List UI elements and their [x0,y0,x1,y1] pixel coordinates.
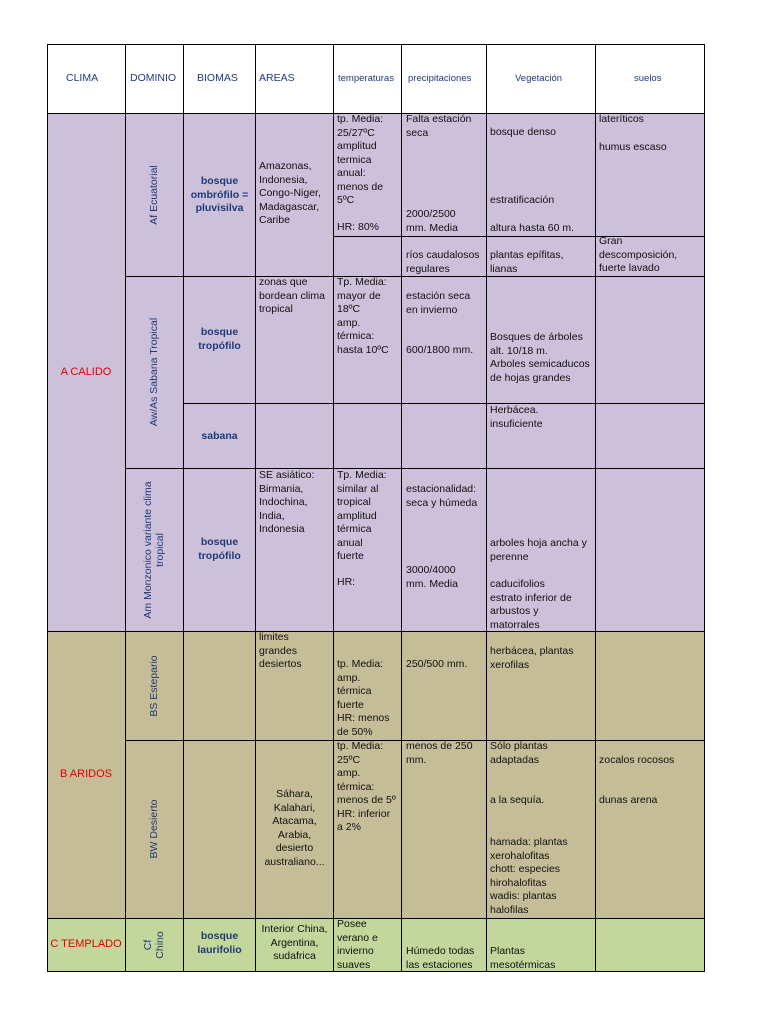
veg-sabana: Herbácea. insuficiente [490,404,543,430]
header-clima: CLIMA [66,72,99,84]
veg-bw-3: hamada: plantas xerohalofitas chott: especies hirohalofitas wadis: plantas halofilas [490,836,568,916]
dominio-af: Af Ecuatorial [148,165,160,225]
temp-am-hr: HR: [337,576,356,588]
veg-af-2: estratificación [490,194,555,206]
veg-bs: herbácea, plantas xerofilas [490,645,574,671]
temp-af-hr: HR: 80% [337,221,380,233]
areas-am: SE asiático: Birmania, Indochina, India, Indonesia [259,469,315,535]
temp-am: Tp. Media: similar al tropical amplitud térmica anual fuerte [337,469,387,562]
precip-af-bot: ríos caudalosos regulares [406,249,480,275]
suelos-af-3: Gran descomposición, fuerte lavado [599,235,678,274]
bioma-cf: bosque laurifolio [197,930,242,956]
clima-c-templado: C TEMPLADO [50,938,122,950]
suelos-bw-2: dunas arena [599,794,658,806]
veg-bw-1: Sólo plantas adaptadas [490,740,548,766]
veg-am-2: caducifolios estrato inferior de arbustos y matorrales [490,578,572,631]
areas-bw: Sáhara, Kalahari, Atacama, Arabia, desierto australiano... [264,788,325,868]
veg-aw: Bosques de árboles alt. 10/18 m. Arboles semicaducos de hojas grandes [490,331,590,384]
veg-af-3: altura hasta 60 m. [490,222,575,234]
temp-bw: tp. Media: 25ºC amp. térmica: menos de 5º HR: inferior a 2% [337,740,396,833]
bioma-af: bosque ombrófilo = pluvisilva [190,175,249,214]
areas-aw: zonas que bordean clima tropical [259,276,325,315]
veg-cf: Plantas mesotérmicas [490,945,556,971]
precip-cf: Húmedo todas las estaciones [406,945,475,971]
suelos-bw-1: zocalos rocosos [599,754,675,766]
precip-aw-1: estación seca en invierno [406,290,471,316]
veg-am-1: arboles hoja ancha y perenne [490,537,587,563]
veg-af-1: bosque denso [490,126,556,138]
header-biomas: BIOMAS [197,72,238,84]
precip-bs: 250/500 mm. [406,658,468,670]
suelos-af-1: lateríticos [599,113,644,125]
header-precipitaciones: precipitaciones [408,73,472,84]
clima-a-calido: A CALIDO [60,366,112,378]
header-vegetacion: Vegetación [515,73,563,84]
precip-bw: menos de 250 mm. [406,740,473,766]
bioma-sabana: sabana [201,430,238,442]
header-suelos: suelos [634,73,662,84]
bioma-am: bosque tropófilo [198,536,241,562]
bioma-aw: bosque tropófilo [198,326,241,352]
header-dominio: DOMINIO [130,72,177,84]
dominio-bs: BS Estepario [148,655,160,717]
precip-af-mid: 2000/2500 mm. Media [406,208,458,234]
temp-aw: Tp. Media: mayor de 18ºC amp. térmica: hasta 10ºC [337,276,389,356]
clima-b-aridos: B ARIDOS [60,768,112,780]
areas-bs: limites grandes desiertos [259,631,302,670]
dominio-aw: Aw/As Sabana Tropical [148,317,160,427]
areas-cf: Interior China, Argentina, sudafrica [261,923,328,962]
dominio-cf: Cf Chino [142,931,166,959]
suelos-af-2: humus escaso [599,141,667,153]
veg-af-4: plantas epífitas, lianas [490,249,564,275]
precip-am-2: 3000/4000 mm. Media [406,564,458,590]
temp-cf: Posee verano e invierno suaves [337,918,378,971]
areas-af: Amazonas, Indonesia, Congo-Niger, Madagascar, Caribe [259,160,321,226]
precip-aw-2: 600/1800 mm. [406,344,474,356]
veg-bw-2: a la sequía. [490,794,545,806]
header-temperaturas: temperaturas [338,73,394,84]
header-areas: AREAS [259,72,295,84]
temp-bs: tp. Media: amp. térmica fuerte HR: menos de 50% [337,658,390,738]
dominio-am: Am Monzonico variante clima tropical [142,481,166,619]
precip-af-top: Falta estación seca [406,113,472,139]
temp-af: tp. Media: 25/27ºC amplitud termica anual: menos de 5ºC [337,113,384,206]
precip-am-1: estacionalidad: seca y húmeda [406,483,478,509]
dominio-bw: BW Desierto [148,799,160,859]
